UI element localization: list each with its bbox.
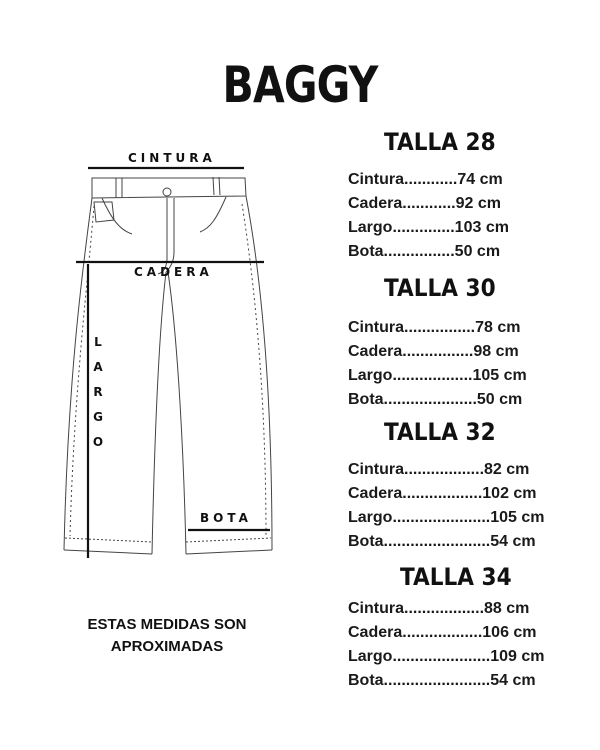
size-row-largo: Largo..............103 cm <box>348 219 509 236</box>
largo-letter: A <box>93 360 103 374</box>
size-row-cadera: Cadera............92 cm <box>348 195 501 212</box>
size-row-largo: Largo..................105 cm <box>348 367 527 384</box>
disclaimer-note <box>62 614 272 658</box>
size-block-34 <box>348 563 588 693</box>
size-title: TALLA 28 <box>384 128 496 156</box>
jeans-illustration <box>40 140 300 580</box>
size-row-cadera: Cadera..................106 cm <box>348 624 537 641</box>
disclaimer-line: APROXIMADAS <box>110 638 224 655</box>
size-row-cadera: Cadera..................102 cm <box>348 485 537 502</box>
size-title: TALLA 30 <box>384 274 496 302</box>
cadera-label: CADERA <box>134 265 213 279</box>
largo-letter: O <box>92 435 104 449</box>
size-row-cintura: Cintura..................82 cm <box>348 461 530 478</box>
size-row-bota: Bota........................54 cm <box>348 533 536 550</box>
size-row-cintura: Cintura............74 cm <box>348 171 503 188</box>
size-row-largo: Largo......................109 cm <box>348 648 545 665</box>
size-block-32 <box>348 418 588 554</box>
size-row-cadera: Cadera................98 cm <box>348 343 519 360</box>
size-row-largo: Largo......................105 cm <box>348 509 545 526</box>
cintura-label: CINTURA <box>128 151 216 165</box>
page-title: BAGGY <box>222 56 378 114</box>
size-block-28 <box>348 128 588 264</box>
size-block-30 <box>348 274 588 412</box>
largo-letter: G <box>93 410 103 424</box>
largo-letter: L <box>94 335 102 349</box>
size-row-bota: Bota........................54 cm <box>348 672 536 689</box>
largo-letter: R <box>93 385 103 399</box>
size-row-cintura: Cintura................78 cm <box>348 319 521 336</box>
jeans-diagram <box>40 140 300 580</box>
size-title: TALLA 32 <box>384 418 496 446</box>
bota-label: BOTA <box>200 511 252 525</box>
disclaimer-line: ESTAS MEDIDAS SON <box>87 616 247 633</box>
size-row-cintura: Cintura..................88 cm <box>348 600 530 617</box>
size-row-bota: Bota................50 cm <box>348 243 501 260</box>
size-row-bota: Bota.....................50 cm <box>348 391 523 408</box>
size-title: TALLA 34 <box>400 563 512 591</box>
largo-label <box>92 330 104 455</box>
